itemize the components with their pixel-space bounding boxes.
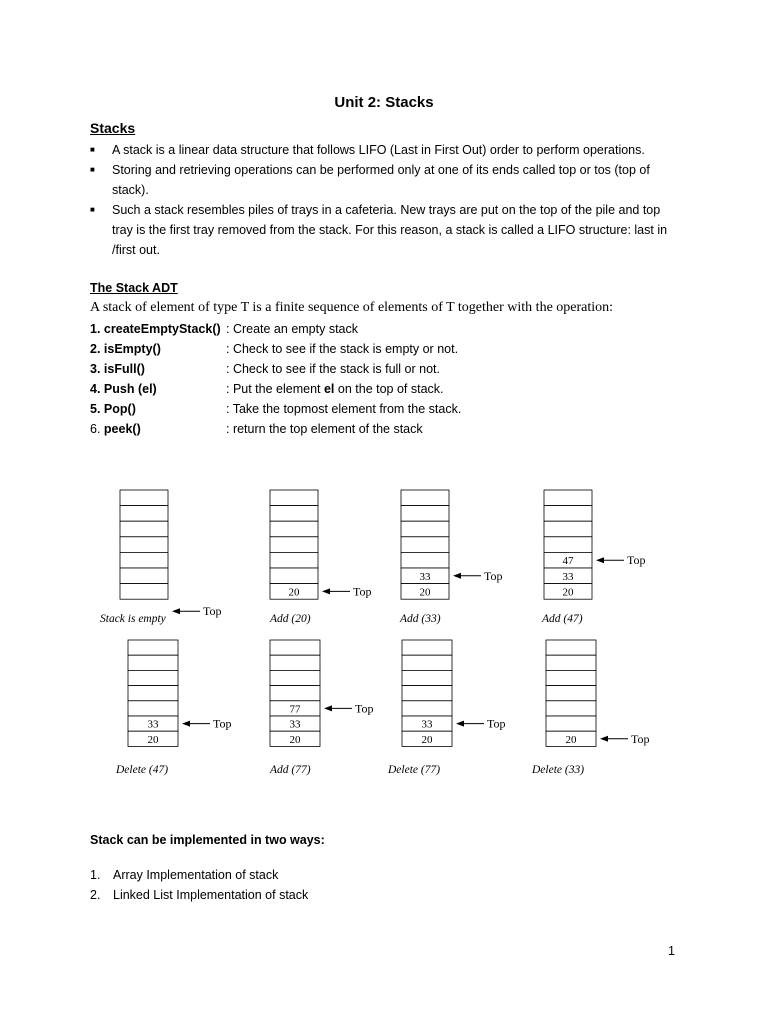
top-label: Top — [353, 584, 372, 599]
stack-cell — [120, 490, 168, 506]
stack-cell — [120, 506, 168, 522]
stack-cell — [270, 490, 318, 506]
operation-description: : Check to see if the stack is empty or not. — [226, 342, 459, 356]
stack-cell — [270, 552, 318, 568]
stack-value: 47 — [562, 555, 574, 568]
operation-number: 4. — [90, 382, 101, 396]
stack-value: 20 — [419, 586, 431, 599]
stack-cell — [128, 655, 178, 670]
stack-cell — [546, 686, 596, 701]
bullet-square-icon: ■ — [90, 165, 95, 174]
operation-name: Push (el) — [103, 382, 157, 396]
top-label: Top — [484, 568, 503, 583]
stack-cell — [401, 537, 449, 553]
stack-value: 20 — [289, 733, 301, 746]
operation-name: isFull() — [103, 362, 145, 376]
bullet-square-icon: ■ — [90, 205, 95, 214]
stack-cell — [401, 552, 449, 568]
top-label: Top — [213, 716, 232, 731]
stack-cell — [544, 521, 592, 537]
stack-value: 20 — [147, 733, 159, 746]
top-arrow-head-icon — [324, 705, 332, 711]
stack-cell — [128, 686, 178, 701]
operation-row — [90, 399, 690, 419]
page-title: Unit 2: Stacks — [334, 94, 434, 111]
stack-caption: Delete (47) — [116, 764, 169, 776]
stack-value: 33 — [419, 570, 431, 583]
operation-row — [90, 339, 690, 359]
page-number: 1 — [668, 944, 675, 958]
bullet-item — [90, 160, 690, 200]
operation-description: : Create an empty stack — [226, 322, 359, 336]
stack-cell — [402, 640, 452, 655]
top-arrow-head-icon — [596, 557, 604, 563]
stack-caption: Delete (33) — [532, 764, 585, 776]
top-label: Top — [355, 701, 374, 716]
stack-caption: Add (20) — [270, 613, 311, 625]
stack-value: 20 — [562, 586, 574, 599]
stack-value: 33 — [147, 718, 159, 731]
stack-cell — [546, 701, 596, 716]
operation-description — [226, 379, 444, 399]
implementation-heading: Stack can be implemented in two ways: — [90, 833, 325, 847]
stack-cell — [544, 537, 592, 553]
stack-cell — [128, 670, 178, 685]
bullet-line: Storing and retrieving operations can be performed only at one of its ends called top or tos (top of — [112, 163, 650, 177]
stack-cell — [120, 552, 168, 568]
desc-part: on the top of stack. — [334, 382, 444, 396]
operation-number: 3. — [90, 362, 101, 376]
section-heading-stacks: Stacks — [90, 120, 136, 136]
top-arrow-head-icon — [453, 573, 461, 579]
top-arrow-head-icon — [456, 721, 464, 727]
stack-value: 20 — [565, 733, 577, 746]
implementation-number: 1. — [90, 868, 101, 882]
stack-cell — [544, 506, 592, 522]
bullet-item — [90, 140, 690, 160]
operation-description: : Check to see if the stack is full or not. — [226, 362, 440, 376]
stack-cell — [270, 568, 318, 584]
stack-cell — [402, 701, 452, 716]
stack-value: 20 — [288, 586, 300, 599]
top-label: Top — [203, 604, 222, 619]
operation-name: peek() — [103, 422, 141, 436]
bullet-line: Such a stack resembles piles of trays in a cafeteria. New trays are put on the top of the pile and top — [112, 203, 661, 217]
desc-part: : Put the element — [226, 382, 324, 396]
stack-caption: Delete (77) — [388, 764, 441, 776]
operation-description: : return the top element of the stack — [226, 422, 423, 436]
stack-cell — [546, 716, 596, 731]
stack-cell — [270, 670, 320, 685]
stack-value: 33 — [421, 718, 433, 731]
stack-cell — [544, 490, 592, 506]
stack-cell — [546, 640, 596, 655]
operation-row — [90, 419, 690, 439]
stack-cell — [120, 584, 168, 600]
stack-cell — [270, 686, 320, 701]
stack-cell — [401, 490, 449, 506]
stack-caption: Add (77) — [270, 764, 311, 776]
stack-cell — [546, 655, 596, 670]
implementation-text: Linked List Implementation of stack — [113, 888, 309, 902]
stack-cell — [546, 670, 596, 685]
stack-cell — [128, 640, 178, 655]
top-arrow-head-icon — [322, 588, 330, 594]
stack-cell — [270, 506, 318, 522]
stack-cell — [120, 521, 168, 537]
operation-description: : Take the topmost element from the stack. — [226, 402, 462, 416]
operation-number: 6. — [90, 422, 101, 436]
top-label: Top — [631, 731, 650, 746]
operation-row — [90, 359, 690, 379]
stack-caption: Stack is empty — [100, 613, 166, 625]
stack-value: 20 — [421, 733, 433, 746]
stack-cell — [402, 686, 452, 701]
stack-caption: Add (33) — [400, 613, 441, 625]
bullet-line: tray is the first tray removed from the stack. For this reason, a stack is called a LIFO structure: last in — [112, 223, 668, 237]
operation-number: 2. — [90, 342, 101, 356]
stack-operations-diagram — [90, 478, 690, 788]
operation-row — [90, 319, 690, 339]
bullet-item — [90, 200, 690, 260]
top-label: Top — [627, 553, 646, 568]
section-heading-stack-adt: The Stack ADT — [90, 281, 178, 295]
operation-number: 5. — [90, 402, 101, 416]
stack-cell — [120, 537, 168, 553]
stack-cell — [401, 521, 449, 537]
bullet-line: stack). — [112, 183, 149, 197]
bullet-square-icon: ■ — [90, 145, 95, 154]
implementation-item — [90, 865, 278, 885]
stack-cell — [128, 701, 178, 716]
implementation-number: 2. — [90, 888, 101, 902]
stack-cell — [270, 640, 320, 655]
stack-value: 77 — [289, 703, 301, 716]
stack-value: 33 — [289, 718, 301, 731]
implementation-item — [90, 885, 308, 905]
desc-part-bold: el — [323, 382, 335, 396]
stack-cell — [402, 655, 452, 670]
stack-cell — [401, 506, 449, 522]
stack-cell — [402, 670, 452, 685]
stack-cell — [270, 655, 320, 670]
stack-cell — [120, 568, 168, 584]
operation-name: createEmptyStack() — [103, 322, 221, 336]
implementation-text: Array Implementation of stack — [113, 868, 279, 882]
top-label: Top — [487, 716, 506, 731]
operation-row — [90, 379, 690, 399]
operation-name: Pop() — [103, 402, 136, 416]
stack-cell — [270, 521, 318, 537]
stack-value: 33 — [562, 570, 574, 583]
bullet-line: A stack is a linear data structure that follows LIFO (Last in First Out) order to perform operations. — [112, 143, 645, 157]
operation-number: 1. — [90, 322, 101, 336]
stack-caption: Add (47) — [542, 613, 583, 625]
adt-intro: A stack of element of type T is a finite sequence of elements of T together with the operation: — [90, 300, 614, 315]
stack-cell — [270, 537, 318, 553]
top-arrow-head-icon — [172, 608, 180, 614]
top-arrow-head-icon — [600, 736, 608, 742]
top-arrow-head-icon — [182, 721, 190, 727]
operation-name: isEmpty() — [103, 342, 161, 356]
bullet-line: /first out. — [112, 243, 160, 257]
